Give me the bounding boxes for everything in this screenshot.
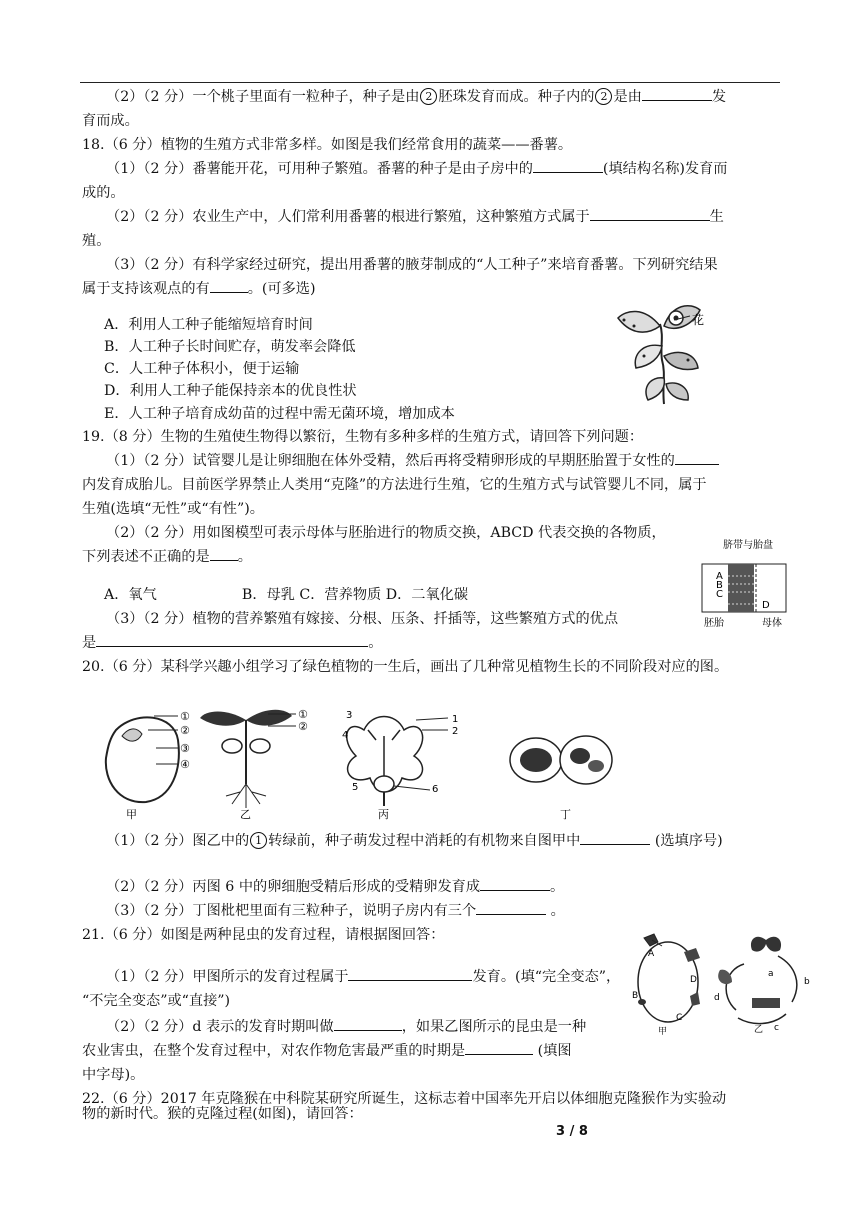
- q21-part2-line3: 中字母)。: [82, 1067, 145, 1083]
- svg-text:d: d: [714, 993, 720, 1003]
- circled-number: 2: [595, 88, 612, 105]
- answer-blank[interactable]: [675, 450, 719, 465]
- svg-text:①: ①: [180, 710, 190, 723]
- svg-text:c: c: [774, 1023, 779, 1033]
- svg-text:B: B: [632, 991, 639, 1001]
- svg-text:①: ①: [298, 708, 308, 721]
- answer-blank[interactable]: [642, 86, 712, 101]
- answer-blank[interactable]: [210, 278, 248, 293]
- q18-part2-line1: （2）（2 分）农业生产中，人们常利用番薯的根进行繁殖，这种繁殖方式属于 生: [106, 206, 724, 228]
- answer-blank[interactable]: [480, 876, 550, 891]
- svg-text:D: D: [690, 975, 697, 985]
- q19-part2-line2: 下列表述不正确的是 。: [82, 546, 252, 568]
- q18-part1-line1: （1）（2 分）番薯能开花，可用种子繁殖。番薯的种子是由子房中的 (填结构名称)发育而: [106, 158, 727, 180]
- svg-text:甲: 甲: [658, 1027, 668, 1037]
- q19-part1-line1: （1）（2 分）试管婴儿是让卵细胞在体外受精，然后再将受精卵形成的早期胚胎置于女性的: [106, 450, 719, 472]
- answer-blank[interactable]: [348, 966, 472, 981]
- q18-option-e: E．人工种子培育成幼苗的过程中需无菌环境，增加成本: [104, 406, 455, 422]
- svg-text:乙: 乙: [240, 808, 251, 821]
- svg-text:A: A: [648, 949, 655, 959]
- svg-text:3: 3: [346, 710, 353, 721]
- svg-text:a: a: [768, 969, 774, 979]
- answer-blank[interactable]: [533, 158, 603, 173]
- letter-b: B: [716, 580, 723, 591]
- q17-part2-line1: （2）（2 分）一个桃子里面有一粒种子，种子是由 2 胚珠发育而成。种子内的 2 是由 发: [106, 86, 726, 108]
- svg-text:1: 1: [452, 714, 459, 725]
- q21-part1-line1: （1）（2 分）甲图所示的发育过程属于 发育。(填“完全变态”，: [106, 966, 620, 988]
- answer-blank[interactable]: [580, 830, 650, 845]
- svg-text:5: 5: [352, 782, 359, 793]
- q18-stem: 18.（6 分）植物的生殖方式非常多样。如图是我们经常食用的蔬菜——番薯。: [82, 137, 573, 153]
- q20-part2: （2）（2 分）丙图 6 中的卵细胞受精后形成的受精卵发育成 。: [106, 876, 564, 898]
- svg-text:乙: 乙: [754, 1025, 764, 1035]
- svg-text:b: b: [804, 977, 810, 987]
- svg-text:④: ④: [180, 758, 190, 771]
- answer-blank[interactable]: [590, 206, 710, 221]
- q18-option-a: A．利用人工种子能缩短培育时间: [104, 317, 313, 333]
- plant-stages-figure: [96, 700, 616, 822]
- q20-stem: 20.（6 分）某科学兴趣小组学习了绿色植物的一生后，画出了几种常见植物生长的不同阶段对应的图。: [82, 659, 729, 675]
- mother-label: 母体: [762, 618, 782, 629]
- svg-text:4: 4: [342, 730, 349, 741]
- letter-c: C: [716, 589, 723, 600]
- placenta-title: 脐带与胎盘: [723, 540, 773, 551]
- svg-text:丙: 丙: [378, 808, 389, 821]
- q19-part2-line1: （2）（2 分）用如图模型可表示母体与胚胎进行的物质交换，ABCD 代表交换的各物质，: [106, 525, 666, 541]
- figure-ding: [510, 736, 612, 821]
- answer-blank[interactable]: [465, 1040, 533, 1055]
- q17-part2-line2: 育而成。: [82, 113, 139, 129]
- answer-blank[interactable]: [210, 546, 238, 561]
- q18-part3-line2: 属于支持该观点的有 。(可多选): [82, 278, 316, 300]
- q19-part3-line2: 是 。: [82, 632, 382, 654]
- header-rule: [80, 82, 780, 83]
- q22-stem-line2: 物的新时代。猴的克隆过程(如图)，请回答：: [82, 1106, 363, 1122]
- svg-text:2: 2: [452, 726, 459, 737]
- svg-text:②: ②: [298, 720, 308, 733]
- placenta-figure: [698, 538, 798, 630]
- flower-label: 花: [692, 313, 705, 327]
- embryo-label: 胚胎: [704, 618, 724, 629]
- q18-part2-line2: 殖。: [82, 233, 111, 249]
- page-number: 3 / 8: [556, 1124, 588, 1139]
- q19-options: A．氧气 B．母乳 C．营养物质 D．二氧化碳: [104, 587, 469, 603]
- q19-part3-line1: （3）（2 分）植物的营养繁殖有嫁接、分根、压条、扦插等，这些繁殖方式的优点: [106, 611, 619, 627]
- q18-option-c: C．人工种子体积小，便于运输: [104, 361, 300, 377]
- svg-text:甲: 甲: [126, 808, 137, 821]
- svg-text:②: ②: [180, 724, 190, 737]
- svg-text:6: 6: [432, 784, 439, 795]
- answer-blank[interactable]: [96, 632, 368, 647]
- figure-jia: [106, 710, 190, 821]
- svg-text:丁: 丁: [560, 808, 571, 821]
- q19-part1-line2: 内发育成胎儿。目前医学界禁止人类用“克隆”的方法进行生殖，它的生殖方式与试管婴儿不同，属于: [82, 477, 707, 493]
- letter-a: A: [716, 571, 723, 582]
- q19-stem: 19.（8 分）生物的生殖使生物得以繁衍，生物有多种多样的生殖方式，请回答下列问题：: [82, 429, 644, 445]
- answer-blank[interactable]: [476, 900, 546, 915]
- answer-blank[interactable]: [334, 1016, 402, 1031]
- q20-part1: （1）（2 分）图乙中的 1 转绿前，种子萌发过程中消耗的有机物来自图甲中 (选填序号): [106, 830, 723, 852]
- figure-bing: [342, 710, 458, 821]
- svg-text:C: C: [676, 1013, 683, 1023]
- q22-stem-line1: 22.（6 分）2017 年克隆猴在中科院某研究所诞生，这标志着中国率先开启以体细胞克隆猴作为实验动: [82, 1091, 727, 1107]
- q21-part2-line2: 农业害虫，在整个发育过程中，对农作物危害最严重的时期是 (填图: [82, 1040, 572, 1062]
- q21-part1-line2: “不完全变态”或“直接”): [82, 993, 231, 1009]
- q19-part1-line3: 生殖(选填“无性”或“有性”)。: [82, 501, 264, 517]
- q18-part1-line2: 成的。: [82, 185, 125, 201]
- q18-option-d: D．利用人工种子能保持亲本的优良性状: [104, 383, 357, 399]
- sweet-potato-figure: [614, 296, 714, 408]
- letter-d: D: [762, 600, 770, 611]
- figure-yi: [200, 708, 308, 821]
- circled-number: 2: [420, 88, 437, 105]
- q21-stem: 21.（6 分）如图是两种昆虫的发育过程，请根据图回答：: [82, 927, 445, 943]
- circled-number: 1: [250, 832, 267, 849]
- q21-part2-line1: （2）（2 分）d 表示的发育时期叫做 ，如果乙图所示的昆虫是一种: [106, 1016, 586, 1038]
- svg-text:③: ③: [180, 742, 190, 755]
- q18-part3-line1: （3）（2 分）有科学家经过研究，提出用番薯的腋芽制成的“人工种子”来培育番薯。下列研究结果: [106, 257, 718, 273]
- q18-option-b: B．人工种子长时间贮存，萌发率会降低: [104, 339, 356, 355]
- insect-development-figure: [628, 926, 812, 1038]
- q20-part3: （3）（2 分）丁图枇杷里面有三粒种子，说明子房内有三个 。: [106, 900, 565, 922]
